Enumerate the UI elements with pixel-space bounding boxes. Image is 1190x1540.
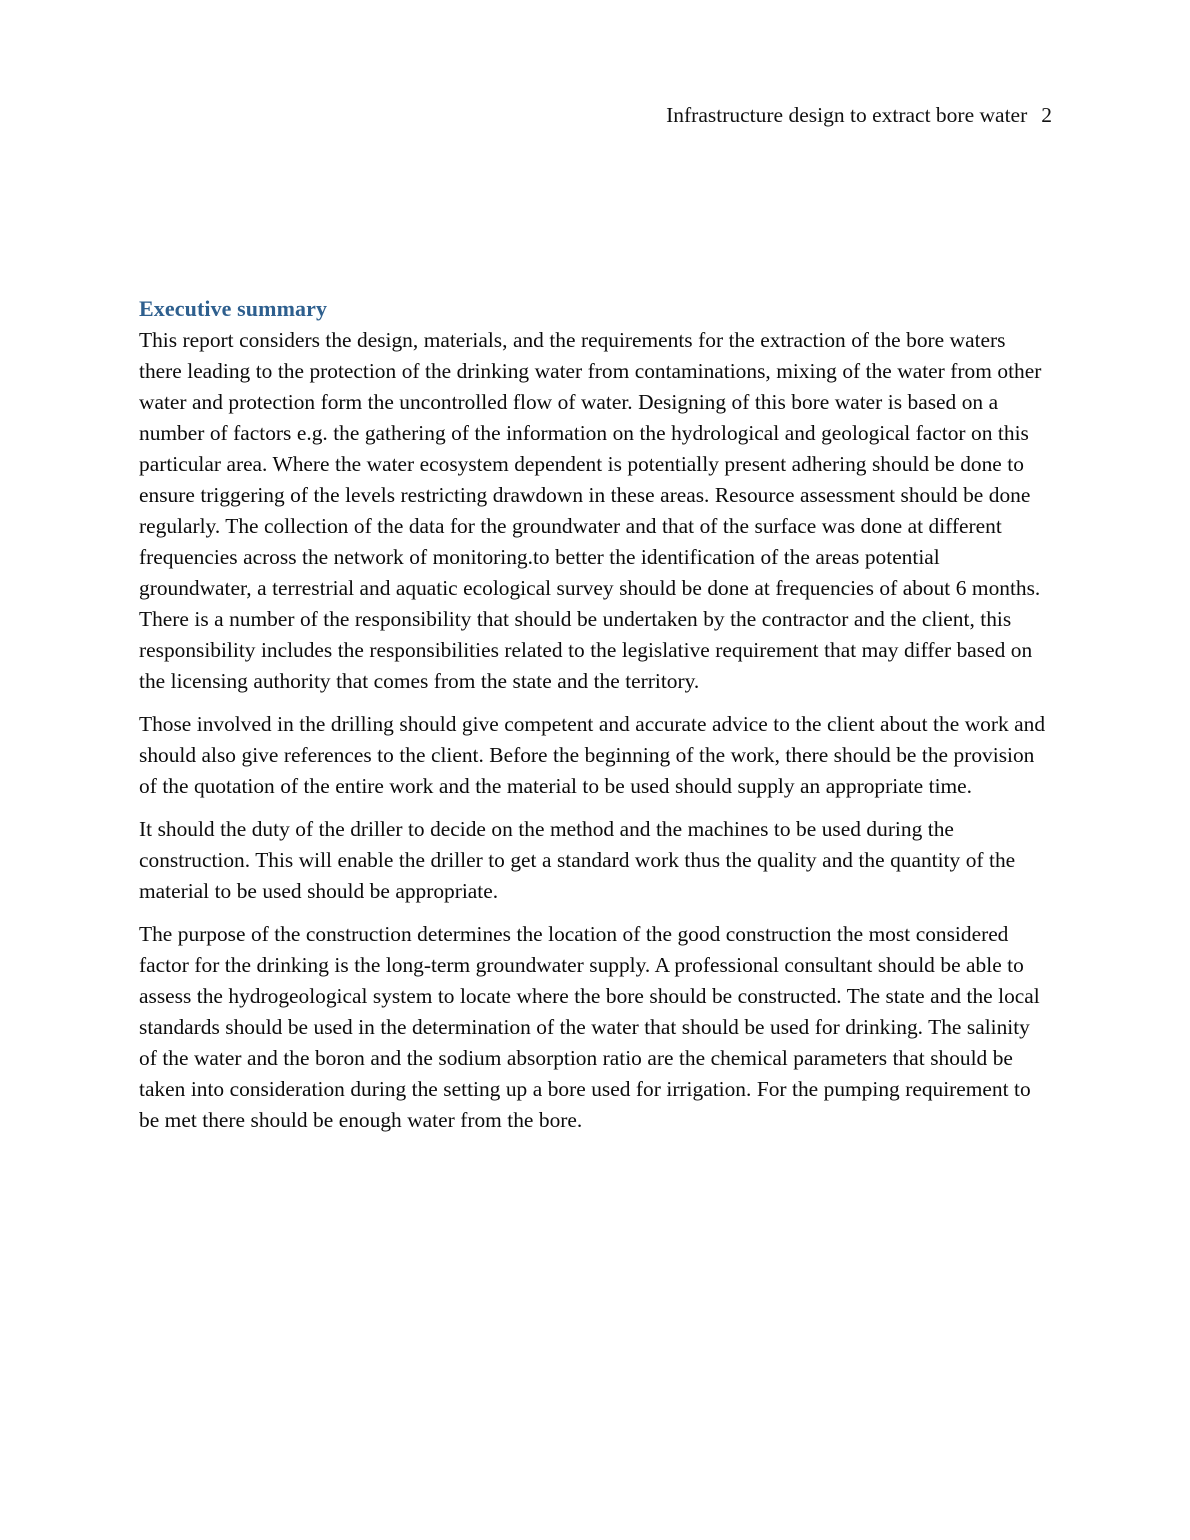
paragraph-2: Those involved in the drilling should give competent and accurate advice to the client about the work and should also give references to the client. Before the beginning of the work, there should be the provision of the quotation of the entire work and the material to be used should supply an appropriate time. — [139, 712, 1046, 798]
header-title: Infrastructure design to extract bore water — [666, 103, 1028, 127]
running-header — [139, 70, 1052, 160]
paragraph-4: The purpose of the construction determines the location of the good construction the most considered factor for the drinking is the long-term groundwater supply. A professional consultant should be able to assess the hydrogeological system to locate where the bore should be constructed. The state and the local standards should be used in the determination of the water that should be used for drinking. The salinity of the water and the boron and the sodium absorption ratio are the chemical parameters that should be taken into consideration during the setting up a bore used for irrigation. For the pumping requirement to be met there should be enough water from the bore. — [139, 922, 1040, 1132]
paragraph-3: It should the duty of the driller to decide on the method and the machines to be used during the construction. This will enable the driller to get a standard work thus the quality and the quantity of the material to be used should be appropriate. — [139, 817, 1016, 903]
paragraph-1: This report considers the design, materials, and the requirements for the extraction of the bore waters there leading to the protection of the drinking water from contaminations, mixing of the water from other water and protection form the uncontrolled flow of water. Designing of this bore water is based on a number of factors e.g. the gathering of the information on the hydrological and geological factor on this particular area. Where the water ecosystem dependent is potentially present adhering should be done to ensure triggering of the levels restricting drawdown in these areas. Resource assessment should be done regularly. The collection of the data for the groundwater and that of the surface was done at different frequencies across the network of monitoring.to better the identification of the areas potential groundwater, a terrestrial and aquatic ecological survey should be done at frequencies of about 6 months. There is a number of the responsibility that should be undertaken by the contractor and the client, this responsibility includes the responsibilities related to the legislative requirement that may differ based on the licensing authority that comes from the state and the territory. — [139, 328, 1042, 693]
section-heading-executive-summary: Executive summary — [139, 296, 328, 321]
header-page-number: 2 — [1041, 103, 1052, 127]
document-body — [139, 293, 1052, 1136]
